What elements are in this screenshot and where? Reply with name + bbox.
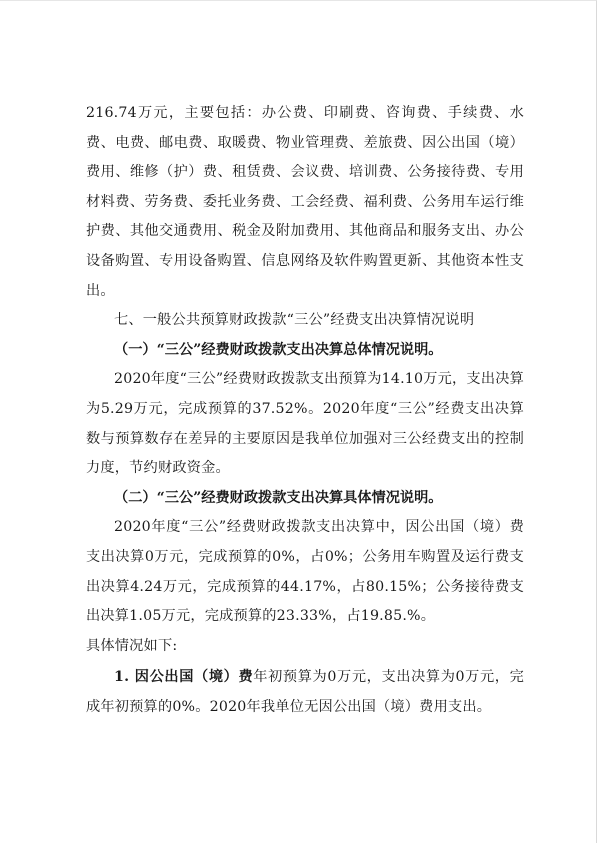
subsection-2-title: （二）“三公”经费财政拨款支出决算具体情况说明。 bbox=[114, 489, 443, 506]
paragraph-detail-budget: 2020年度“三公”经费财政拨款支出决算中，因公出国（境）费支出决算0万元，完成预算的0%，占0%；公务用车购置及运行费支出决算4.24万元，完成预算的44.17%，占80.15%；公务接待费支出决算1.05万元，完成预算的23.33%，占19.85.%。 bbox=[86, 519, 524, 625]
section-7-title: 七、一般公共预算财政拨款“三公”经费支出决算情况说明 bbox=[114, 312, 475, 329]
paragraph-item-1 bbox=[86, 663, 524, 722]
paragraph-overall-budget: 2020年度“三公”经费财政拨款支出预算为14.10万元，支出决算为5.29万元，完成预算的37.52%。2020年度“三公”经费支出决算数与预算数存在差异的主要原因是我单位加强对三公经费支出的控制力度，节约财政资金。 bbox=[86, 371, 524, 477]
subsection-1-title: （一）“三公”经费财政拨款支出决算总体情况说明。 bbox=[114, 341, 443, 358]
item-1-text: 年初预算为0万元，支出决算为0万元，完成年初预算的0%。2020年我单位无因公出国（境）费用支出。 bbox=[86, 669, 525, 715]
document-body bbox=[86, 99, 524, 722]
paragraph-detail-tail: 具体情况如下: bbox=[86, 637, 178, 654]
paragraph-expense-items: 216.74万元，主要包括：办公费、印刷费、咨询费、手续费、水费、电费、邮电费、取暖费、物业管理费、差旅费、因公出国（境）费用、维修（护）费、租赁费、会议费、培训费、公务接待费、专用材料费、劳务费、委托业务费、工会经费、福利费、公务用车运行维护费、其他交通费用、税金及附加费用、其他商品和服务支出、办公设备购置、专用设备购置、信息网络及软件购置更新、其他资本性支出。 bbox=[86, 105, 524, 299]
item-1-label: 1. 因公出国（境）费 bbox=[114, 669, 254, 686]
